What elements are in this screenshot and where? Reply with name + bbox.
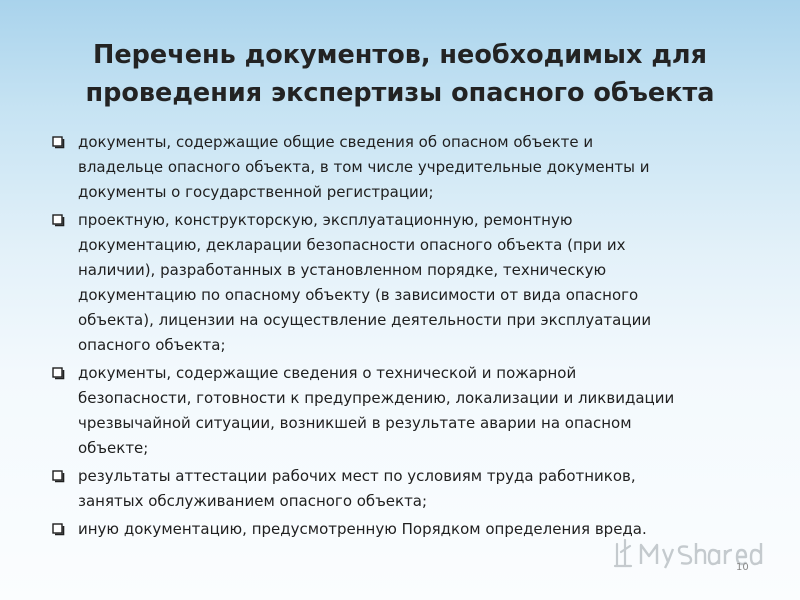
hollow-square-bullet-icon [52,523,65,536]
title-line-1: Перечень документов, необходимых для [93,40,707,70]
list-item-line: опасного объекта; [78,336,226,354]
list-item-line: занятых обслуживанием опасного объекта; [78,492,428,510]
hollow-square-bullet-icon [52,136,65,149]
list-item-line: документы, содержащие сведения о технической и пожарной [78,364,577,382]
list-item-line: объекте; [78,439,149,457]
list-item-line: наличии), разработанных в установленном порядке, техническую [78,261,607,279]
title-line-2: проведения экспертизы опасного объекта [85,78,715,108]
myshared-watermark-logo-icon [613,536,773,570]
list-item-line: чрезвычайной ситуации, возникшей в результате аварии на опасном [78,414,632,432]
list-item-line: документы, содержащие общие сведения об опасном объекте и [78,133,594,151]
list-item [48,208,760,358]
list-item [48,130,760,205]
hollow-square-bullet-icon [52,214,65,227]
list-item [48,464,760,514]
hollow-square-bullet-icon [52,367,65,380]
hollow-square-bullet-icon [52,470,65,483]
list-item-line: документы о государственной регистрации; [78,183,434,201]
slide-number: 10 [736,562,749,573]
list-item-line: документацию, декларации безопасности опасного объекта (при их [78,236,626,254]
list-item-line: результаты аттестации рабочих мест по условиям труда работников, [78,467,636,485]
list-item-line: иную документацию, предусмотренную Порядком определения вреда. [78,520,647,538]
document-bullet-list [48,130,760,545]
slide-title [30,36,770,112]
list-item-line: владельце опасного объекта, в том числе учредительные документы и [78,158,650,176]
list-item-line: безопасности, готовности к предупреждению, локализации и ликвидации [78,389,675,407]
list-item-line: проектную, конструкторскую, эксплуатационную, ремонтную [78,211,573,229]
list-item-line: документацию по опасному объекту (в зависимости от вида опасного [78,286,639,304]
list-item [48,361,760,461]
list-item-line: объекта), лицензии на осуществление деятельности при эксплуатации [78,311,652,329]
